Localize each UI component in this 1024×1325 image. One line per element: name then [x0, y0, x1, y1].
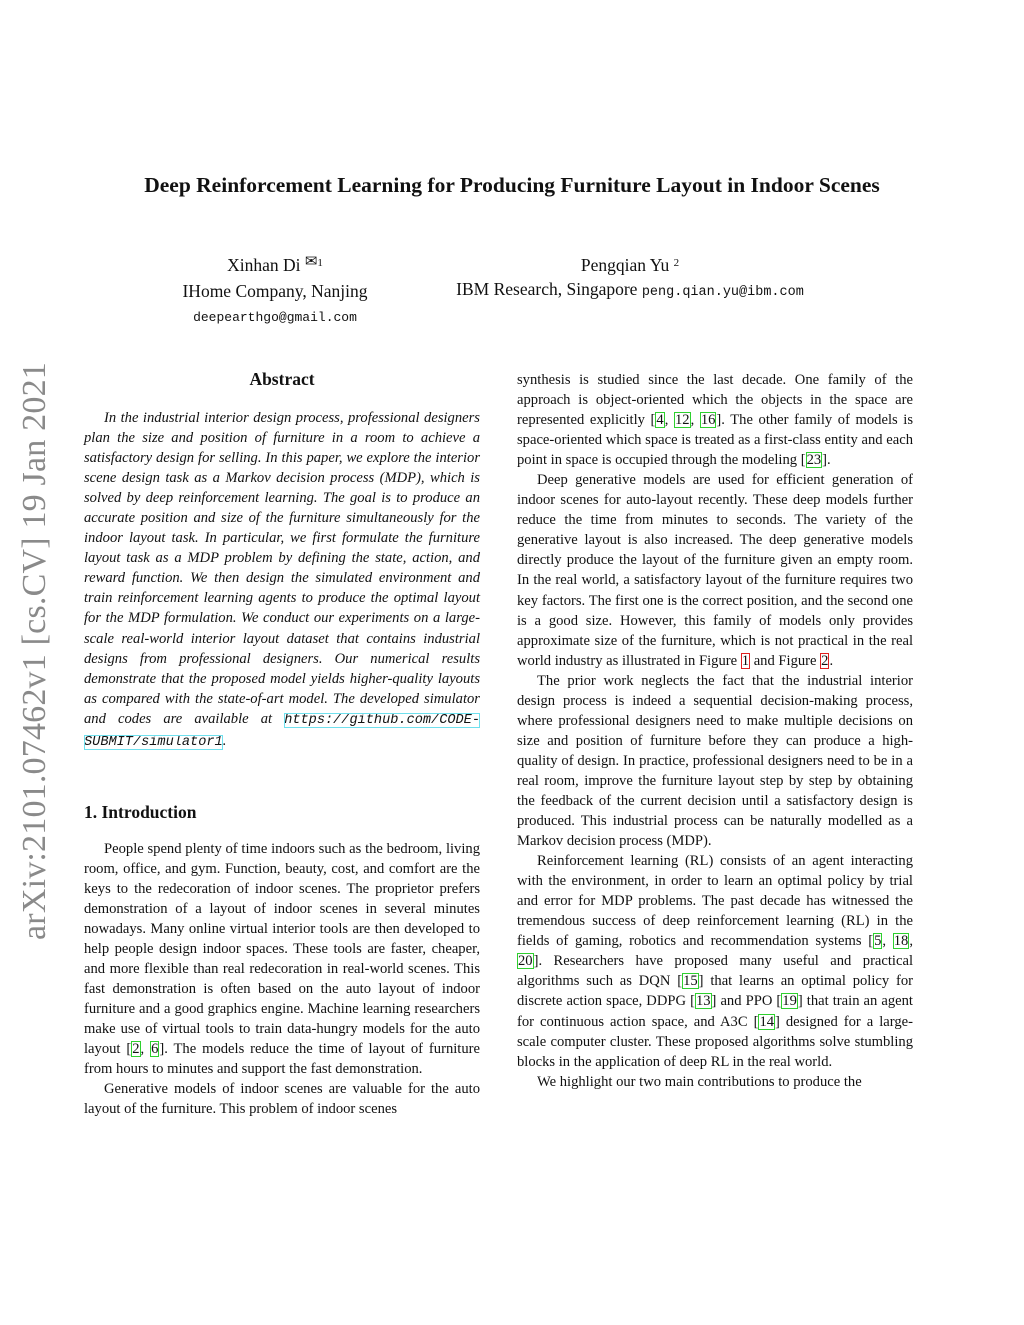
author-name [150, 253, 400, 279]
body-paragraph: Generative models of indoor scenes are valuable for the auto layout of the furniture. This problem of indoor scenes [84, 1081, 480, 1118]
citation-link[interactable]: 13 [695, 993, 711, 1010]
abstract-text: In the industrial interior design process, professional designers plan the size and position of furniture in a room to achieve a satisfactory design for selling. In this paper, we explore the interior scene design task as a Markov decision process (MDP), which is solved by deep reinforcement learning. The goal is to produce an accurate position and size of the furniture simultaneously for the indoor layout task. In particular, we first formulate the furniture layout task as a MDP problem by defining the state, action, and reward function. We then design the simulated environment and train reinforcement learning agents to produce the optimal layout for the MDP formulation. We conduct our experiments on a large-scale real-world interior layout dataset that contains industrial designs from professional designers. Our numerical results demonstrate that the proposed model yields higher-quality layouts as compared with the state-of-art model. The developed simulator and codes are available at [84, 410, 480, 727]
left-column [84, 368, 480, 1119]
arxiv-stamp: arXiv:2101.07462v1 [cs.CV] 19 Jan 2021 [16, 362, 53, 940]
abstract-end: . [222, 732, 227, 749]
abstract-heading: Abstract [249, 369, 315, 389]
citation-link[interactable]: 2 [132, 1041, 140, 1058]
citation-link[interactable]: 19 [782, 993, 797, 1010]
author-affiliation: IHome Company, Nanjing [182, 281, 368, 301]
author-name [420, 253, 840, 277]
body-paragraph: We highlight our two main contributions to produce the [537, 1073, 862, 1090]
citation-link[interactable]: 15 [683, 973, 698, 990]
citation-link[interactable]: 4 [656, 412, 664, 429]
author-email[interactable]: deepearthgo@gmail.com [193, 310, 357, 325]
body-paragraph: synthesis is studied since the last decade. One family of the approach is object-oriented which the objects in the space are represented explicitly [4, 12, 16]. The other family of models is space-oriented which space is treated as a first-class entity and each point in space is occupied through the modeling [23]. [517, 372, 914, 469]
author-name-text: Pengqian Yu [580, 255, 670, 275]
citation-link[interactable]: 12 [674, 412, 690, 429]
body-paragraph: Reinforcement learning (RL) consists of an agent interacting with the environment, in order to learn an optimal policy by trial and error for MDP problems. The past decade has witnessed the tremendous success of deep reinforcement learning (RL) in the fields of gaming, robotics and recommendation systems [5, 18, 20]. Researchers have proposed many useful and practical algorithms such as DQN [15] that learns an optimal policy for discrete action space, DDPG [13] and PPO [19] that train an agent for continuous action space, and A3C [14] designed for a large-scale computer cluster. These proposed algorithms solve stumbling blocks in the application of deep RL in the real world. [517, 853, 913, 1070]
citation-link[interactable]: 16 [700, 412, 716, 429]
figure-link[interactable]: 1 [741, 652, 750, 669]
author-affiliation-mark: 1 [317, 257, 323, 269]
envelope-icon: ✉ [304, 254, 318, 270]
citation-link[interactable]: 20 [518, 953, 533, 970]
body-paragraph: The prior work neglects the fact that the industrial interior design process is indeed a sequential decision-making process, where professional designers need to make multiple decisions on size and position of furniture before they can produce a high-quality of design. In practice, professional designers need to be in a real room, improve the furniture layout step by step by obtaining the feedback of the current decision until a satisfactory design is produced. This industrial process can be naturally modelled as a Markov decision process (MDP). [517, 672, 913, 850]
code-link[interactable]: https://github.com/CODE-SUBMIT/simulator1 [84, 712, 480, 750]
section-heading-introduction: 1. Introduction [84, 801, 197, 822]
abstract-body [84, 408, 480, 753]
author-name-text: Xinhan Di [227, 255, 301, 275]
author-affiliation-mark: 2 [673, 257, 680, 269]
body-paragraph: People spend plenty of time indoors such as the bedroom, living room, office, and gym. Function, beauty, cost, and comfort are the keys to the redecoration of indoor scenes. The proprietor prefers demonstration of a layout of indoor scenes in several minutes nowadays. Many online virtual interior tools are then developed to help people design indoor spaces. These tools are faster, cheaper, and more flexible than real redecoration in real-world scenes. This fast demonstration is often based on the auto layout of indoor furniture and a good graphics engine. Machine learning researchers make use of virtual tools to train data-hungry models for the auto layout [2, 6]. The models reduce the time of layout of furniture from hours to minutes and support the fast demonstration. [84, 840, 480, 1078]
right-column [517, 370, 913, 1092]
author-email[interactable]: peng.qian.yu@ibm.com [641, 285, 804, 300]
author-affiliation: IBM Research, Singapore [456, 279, 638, 299]
citation-link[interactable]: 5 [874, 933, 882, 950]
body-paragraph: Deep generative models are used for efficient generation of indoor scenes for auto-layout recently. These deep models further reduce the time from minutes to seconds. The variety of the generative layout is also increased. The deep generative models directly produce the layout of the furniture given an empty room. In the real world, a satisfactory layout of the furniture requires two key factors. The first one is the correct position, and the second one is a good size. However, this family of models only provides approximate size of the furniture, which is not practical in the real world industry as illustrated in Figure 1 and Figure 2. [517, 472, 913, 669]
author-block-1 [150, 253, 400, 330]
citation-link[interactable]: 14 [759, 1013, 775, 1030]
paper-title: Deep Reinforcement Learning for Producing Furniture Layout in Indoor Scenes [144, 173, 880, 197]
citation-link[interactable]: 6 [151, 1041, 159, 1058]
figure-link[interactable]: 2 [821, 652, 829, 669]
citation-link[interactable]: 23 [806, 452, 822, 469]
author-affiliation-line [420, 277, 840, 305]
citation-link[interactable]: 18 [893, 933, 909, 950]
author-block-2 [420, 253, 840, 305]
